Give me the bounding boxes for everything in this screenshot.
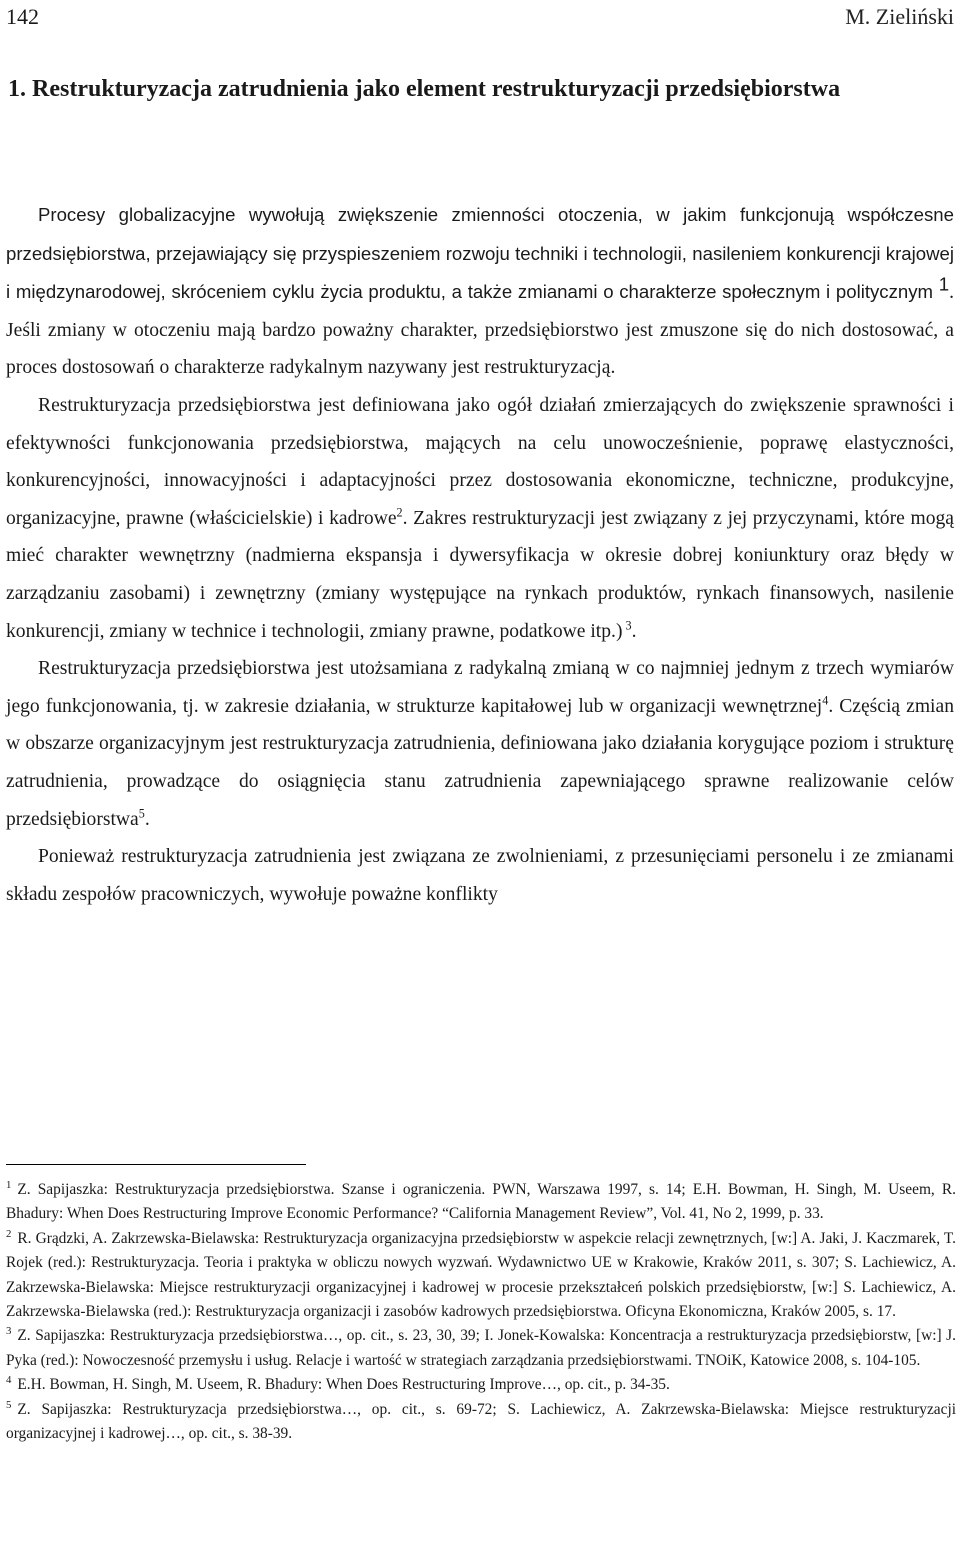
section-title: 1. Restrukturyzacja zatrudnienia jako element restrukturyzacji przedsiębiorstwa	[8, 76, 841, 102]
footnote-text: Z. Sapijaszka: Restrukturyzacja przedsiębiorstwa. Szanse i ograniczenia. PWN, Warszawa 1997, s. 14; E.H. Bowman, H. Singh, M. Useem, R. Bhadury: When Does Restructuring Improve Economic Performance? “California Management Review”, Vol. 41, No 2, 1999, p. 33.	[6, 1181, 956, 1223]
page-number: 142	[6, 4, 39, 29]
footnote-ref-3: 3	[625, 618, 632, 632]
footnote-3	[6, 1324, 956, 1373]
footnote-number: 3	[6, 1325, 12, 1338]
paragraph-1	[6, 196, 954, 387]
footnote-number: 5	[6, 1398, 12, 1411]
paragraph-2-text-b: . Zakres restrukturyzacji jest związany z jej przyczynami, które mogą mieć charakter wewnętrzny (nadmierna ekspansja i dywersyfikacja w okresie dobrej koniunktury oraz błędy w zarządzaniu zasobami) i zewnętrzny (zmiany występujące na rynkach produktów, rynkach finansowych, nasilenie konkurencji, zmiany w technice i technologii, zmiany prawne, podatkowe itp.)	[6, 507, 954, 642]
paragraph-3-text-b: . Częścią zmian w obszarze organizacyjnym jest restrukturyzacja zatrudnienia, definiowana jako działania korygujące poziom i strukturę zatrudnienia, prowadzące do osiągnięcia stanu zatrudnienia zapewniającego sprawne realizowanie celów przedsiębiorstwa	[6, 695, 954, 830]
body-text	[6, 196, 954, 913]
paragraph-4	[6, 838, 954, 913]
footnote-separator	[6, 1164, 306, 1165]
page-header	[6, 0, 954, 34]
paragraph-4-text: Ponieważ restrukturyzacja zatrudnienia jest związana ze zwolnieniami, z przesunięciami personelu i ze zmianami składu zespołów pracowniczych, wywołuje poważne konflikty	[6, 846, 954, 905]
footnote-2	[6, 1227, 956, 1325]
footnotes	[6, 1178, 956, 1446]
footnote-text: Z. Sapijaszka: Restrukturyzacja przedsiębiorstwa…, op. cit., s. 23, 30, 39; I. Jonek-Kowalska: Koncentracja a restrukturyzacja przedsiębiorstw, [w:] J. Pyka (red.): Nowoczesność przemysłu i usług. Relacje i wartość w strategiach zarządzania przedsiębiorstwami. TNOiK, Katowice 2008, s. 104-105.	[6, 1327, 956, 1369]
footnote-ref-1: 1	[938, 273, 950, 295]
footnote-text: Z. Sapijaszka: Restrukturyzacja przedsiębiorstwa…, op. cit., s. 69-72; S. Lachiewicz, A. Zakrzewska-Bielawska: Miejsce restrukturyzacji organizacyjnej i kadrowej…, op. cit., s. 38-39.	[6, 1400, 956, 1443]
paragraph-2-text-a: Restrukturyzacja przedsiębiorstwa jest definiowana jako ogół działań zmierzających do zwiększenie sprawności i efektywności funkcjonowania przedsiębiorstwa, mających na celu unowocześnienie, poprawę elastyczności, konkurencyjności, innowacyjności i adaptacyjności przez dostosowania ekonomiczne, techniczne, produkcyjne, organizacyjne, prawne (właścicielskie) i kadrowe	[6, 394, 954, 529]
paragraph-3	[6, 650, 954, 838]
footnote-ref-4: 4	[822, 693, 829, 708]
paragraph-2	[6, 387, 954, 650]
footnote-5	[6, 1398, 956, 1447]
footnote-text: R. Grądzki, A. Zakrzewska-Bielawska: Restrukturyzacja organizacyjna przedsiębiorstw w aspekcie relacji zewnętrznych, [w:] A. Jaki, J. Kaczmarek, T. Rojek (red.): Restrukturyzacja. Teoria i praktyka w obliczu nowych wyzwań. Wydawnictwo UE w Krakowie, Kraków 2011, s. 307; S. Lachiewicz, A. Zakrzewska-Bielawska: Miejsce restrukturyzacji organizacyjnej i kadrowej w procesie przekształceń polskich przedsiębiorstw, [w:] S. Lachiewicz, A. Zakrzewska-Bielawska (red.): Restrukturyzacja organizacji i zasobów kadrowych przedsiębiorstwa. Oficyna Ekonomiczna, Kraków 2005, s. 17.	[6, 1229, 956, 1321]
footnote-number: 1	[6, 1178, 12, 1191]
paragraph-2-text-c: .	[631, 620, 637, 642]
paragraph-1-text: . Jeśli zmiany w otoczeniu mają bardzo poważny charakter, przedsiębiorstwo jest zmuszone się do nich dostosować, a proces dostosowań o charakterze radykalnym nazywany jest restrukturyzacją.	[6, 282, 955, 379]
paragraph-3-text-a: Restrukturyzacja przedsiębiorstwa jest utożsamiana z radykalną zmianą w co najmniej jednym z trzech wymiarów jego funkcjonowania, tj. w zakresie działania, w strukturze kapitałowej lub w organizacji wewnętrznej	[6, 658, 954, 717]
footnote-4	[6, 1373, 956, 1397]
footnote-ref-5: 5	[138, 805, 145, 820]
footnote-text: E.H. Bowman, H. Singh, M. Useem, R. Bhadury: When Does Restructuring Improve…, op. cit., p. 34-35.	[17, 1376, 670, 1394]
paragraph-3-text-c: .	[144, 808, 150, 830]
paragraph-1-sans-text: Procesy globalizacyjne wywołują zwiększenie zmienności otoczenia, w jakim funkcjonują współczesne przedsiębiorstwa, przejawiający się przyspieszeniem rozwoju techniki i technologii, nasileniem konkurencji krajowej i międzynarodowej, skróceniem cyklu życia produktu, a także zmianami o charakterze społecznym i politycznym	[6, 204, 954, 303]
running-author: M. Zieliński	[845, 4, 954, 29]
footnote-number: 2	[6, 1227, 12, 1240]
footnote-number: 4	[6, 1374, 12, 1387]
footnote-1	[6, 1178, 956, 1227]
footnote-ref-2: 2	[396, 505, 403, 520]
